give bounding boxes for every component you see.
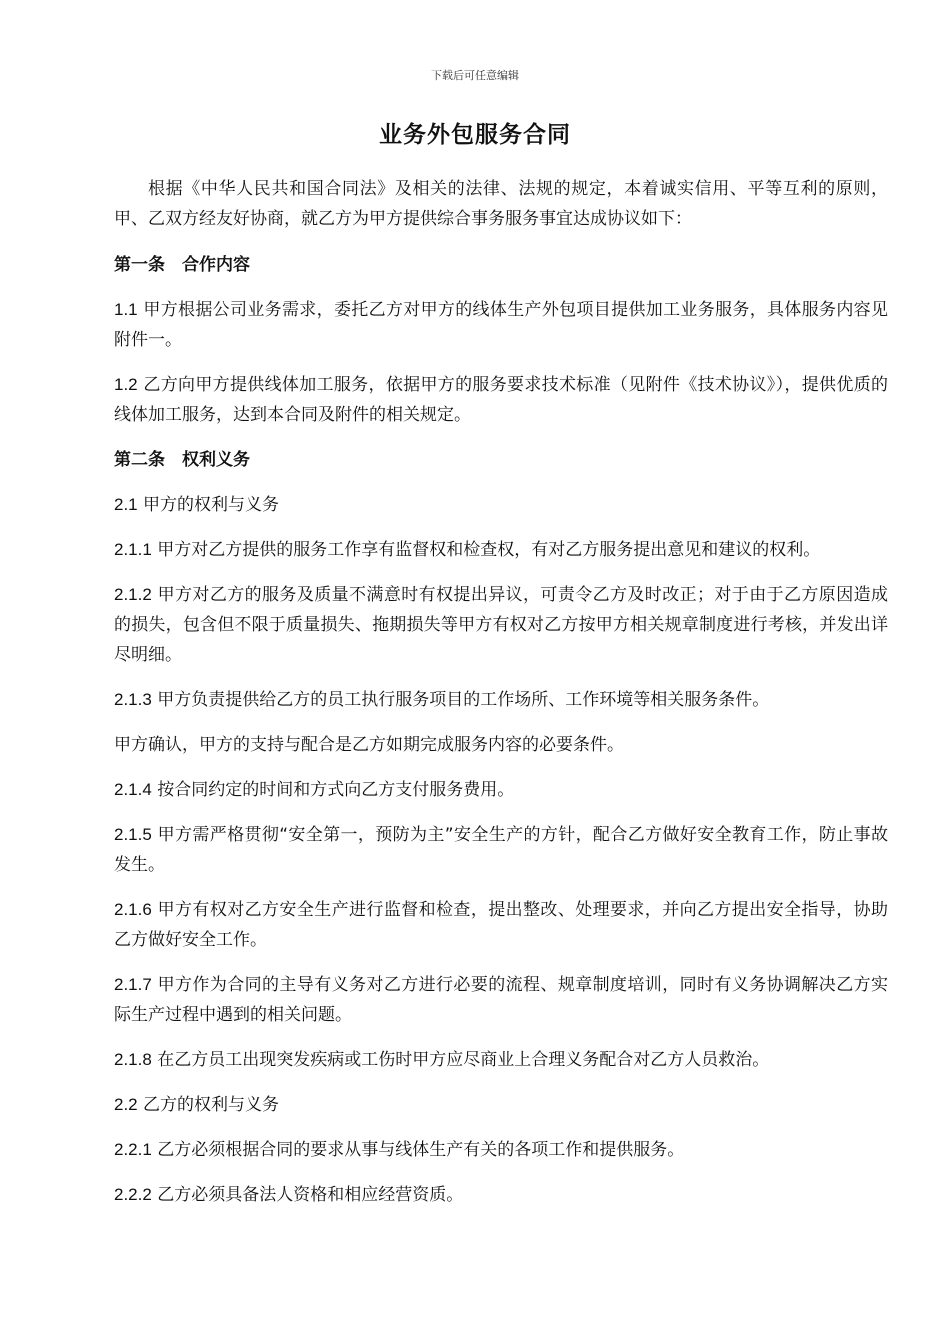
section-heading-1: 第一条 合作内容 — [114, 255, 250, 275]
clause-text: 乙方必须根据合同的要求从事与线体生产有关的各项工作和提供服务。 — [157, 1140, 685, 1160]
clause-text: 甲方对乙方的服务及质量不满意时有权提出异议，可责令乙方及时改正；对于由于乙方原因造成的损失，包含但不限于质量损失、拖期损失等甲方有权对乙方按甲方相关规章制度进行考核，并发出详尽明细。 — [114, 585, 889, 665]
clause-text: 乙方必须具备法人资格和相应经营资质。 — [157, 1185, 464, 1205]
clause-number: 1.2 — [114, 375, 138, 394]
clause-number: 2.2.2 — [114, 1185, 152, 1204]
clause-number: 1.1 — [114, 300, 138, 319]
clause-text: 甲方作为合同的主导有义务对乙方进行必要的流程、规章制度培训，同时有义务协调解决乙方实际生产过程中遇到的相关问题。 — [114, 975, 889, 1025]
clause-2-1 — [114, 490, 888, 520]
clause-text: 甲方有权对乙方安全生产进行监督和检查，提出整改、处理要求，并向乙方提出安全指导，协助乙方做好安全工作。 — [114, 900, 889, 950]
document-body — [114, 174, 888, 1225]
clause-2-1-7 — [114, 970, 888, 1030]
clause-2-2 — [114, 1090, 888, 1120]
clause-text: 甲方需严格贯彻“安全第一，预防为主”安全生产的方针，配合乙方做好安全教育工作，防止事故发生。 — [114, 825, 888, 875]
clause-2-1-8 — [114, 1045, 888, 1075]
clause-2-2-1 — [114, 1135, 888, 1165]
clause-number: 2.2 — [114, 1095, 138, 1114]
clause-text: 甲方根据公司业务需求，委托乙方对甲方的线体生产外包项目提供加工业务服务，具体服务内容见附件一。 — [114, 300, 889, 350]
clause-text: 甲方对乙方提供的服务工作享有监督权和检查权，有对乙方服务提出意见和建议的权利。 — [157, 540, 821, 560]
clause-2-1-5 — [114, 820, 888, 880]
clause-number: 2.2.1 — [114, 1140, 152, 1159]
plain-paragraph: 甲方确认，甲方的支持与配合是乙方如期完成服务内容的必要条件。 — [114, 735, 624, 755]
clause-text: 乙方的权利与义务 — [143, 1095, 280, 1115]
clause-2-1-6 — [114, 895, 888, 955]
clause-number: 2.1.7 — [114, 975, 152, 994]
clause-number: 2.1.5 — [114, 825, 152, 844]
clause-number: 2.1 — [114, 495, 138, 514]
document-title: 业务外包服务合同 — [379, 122, 571, 148]
clause-text: 甲方的权利与义务 — [143, 495, 280, 515]
intro-paragraph: 根据《中华人民共和国合同法》及相关的法律、法规的规定，本着诚实信用、平等互利的原则，甲、乙双方经友好协商，就乙方为甲方提供综合事务服务事宜达成协议如下： — [114, 179, 888, 229]
clause-1-1 — [114, 295, 888, 355]
clause-2-1-1 — [114, 535, 888, 565]
clause-number: 2.1.6 — [114, 900, 152, 919]
clause-1-2 — [114, 370, 888, 430]
clause-number: 2.1.3 — [114, 690, 152, 709]
clause-number: 2.1.4 — [114, 780, 152, 799]
clause-text: 按合同约定的时间和方式向乙方支付服务费用。 — [157, 780, 515, 800]
header-note: 下载后可任意编辑 — [431, 69, 519, 82]
clause-text: 在乙方员工出现突发疾病或工伤时甲方应尽商业上合理义务配合对乙方人员救治。 — [157, 1050, 770, 1070]
clause-text: 甲方负责提供给乙方的员工执行服务项目的工作场所、工作环境等相关服务条件。 — [157, 690, 770, 710]
clause-text: 乙方向甲方提供线体加工服务，依据甲方的服务要求技术标准（见附件《技术协议》），提供优质的线体加工服务，达到本合同及附件的相关规定。 — [114, 375, 889, 425]
clause-2-1-2 — [114, 580, 888, 670]
clause-2-2-2 — [114, 1180, 888, 1210]
clause-number: 2.1.8 — [114, 1050, 152, 1069]
clause-2-1-4 — [114, 775, 888, 805]
clause-2-1-3 — [114, 685, 888, 715]
clause-number: 2.1.1 — [114, 540, 152, 559]
section-heading-2: 第二条 权利义务 — [114, 450, 250, 470]
clause-number: 2.1.2 — [114, 585, 152, 604]
